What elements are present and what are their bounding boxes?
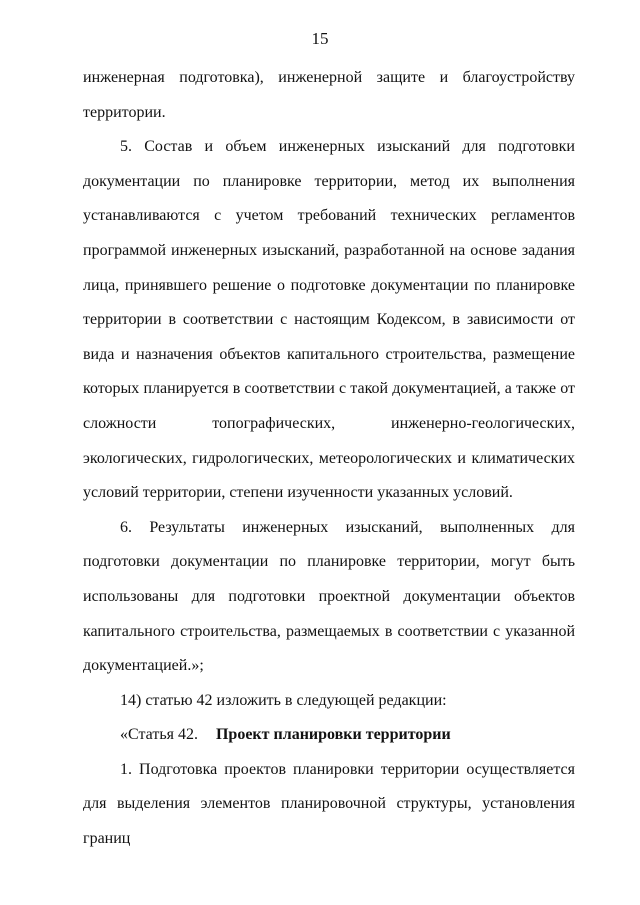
amendment-item-14: 14) статью 42 изложить в следующей редакции: — [120, 691, 447, 709]
paragraph-5: 5. Состав и объем инженерных изысканий для подготовки документации по планировке территории, метод их выполнения устанавливаются с учетом требований технических регламентов программой инженерных изысканий, разработанной на основе задания лица, принявшего решение о подготовке документации по планировке территории в соответствии с настоящим Кодексом, в зависимости от вида и назначения объектов капитального строительства, размещение которых планируется в соответствии с такой документацией, а также от сложности топографических, инженерно-геологических, экологических, гидрологических, метеорологических и климатических условий территории, степени изученности указанных условий. — [83, 138, 575, 502]
paragraph-6: 6. Результаты инженерных изысканий, выполненных для подготовки документации по планировке территории, могут быть использованы для подготовки проектной документации объектов капитального строительства, размещаемых в соответствии с указанной документацией.»; — [83, 518, 575, 675]
article-title: Проект планировки территории — [215, 726, 451, 744]
article-heading — [83, 718, 575, 753]
document-body — [83, 61, 575, 857]
article-number: «Статья 42. — [120, 726, 198, 744]
paragraph-continuation: инженерная подготовка), инженерной защите и благоустройству территории. — [83, 69, 575, 121]
page-number: 15 — [311, 29, 329, 48]
article-paragraph-1: 1. Подготовка проектов планировки территории осуществляется для выделения элементов планировочной структуры, установления границ — [83, 760, 575, 848]
